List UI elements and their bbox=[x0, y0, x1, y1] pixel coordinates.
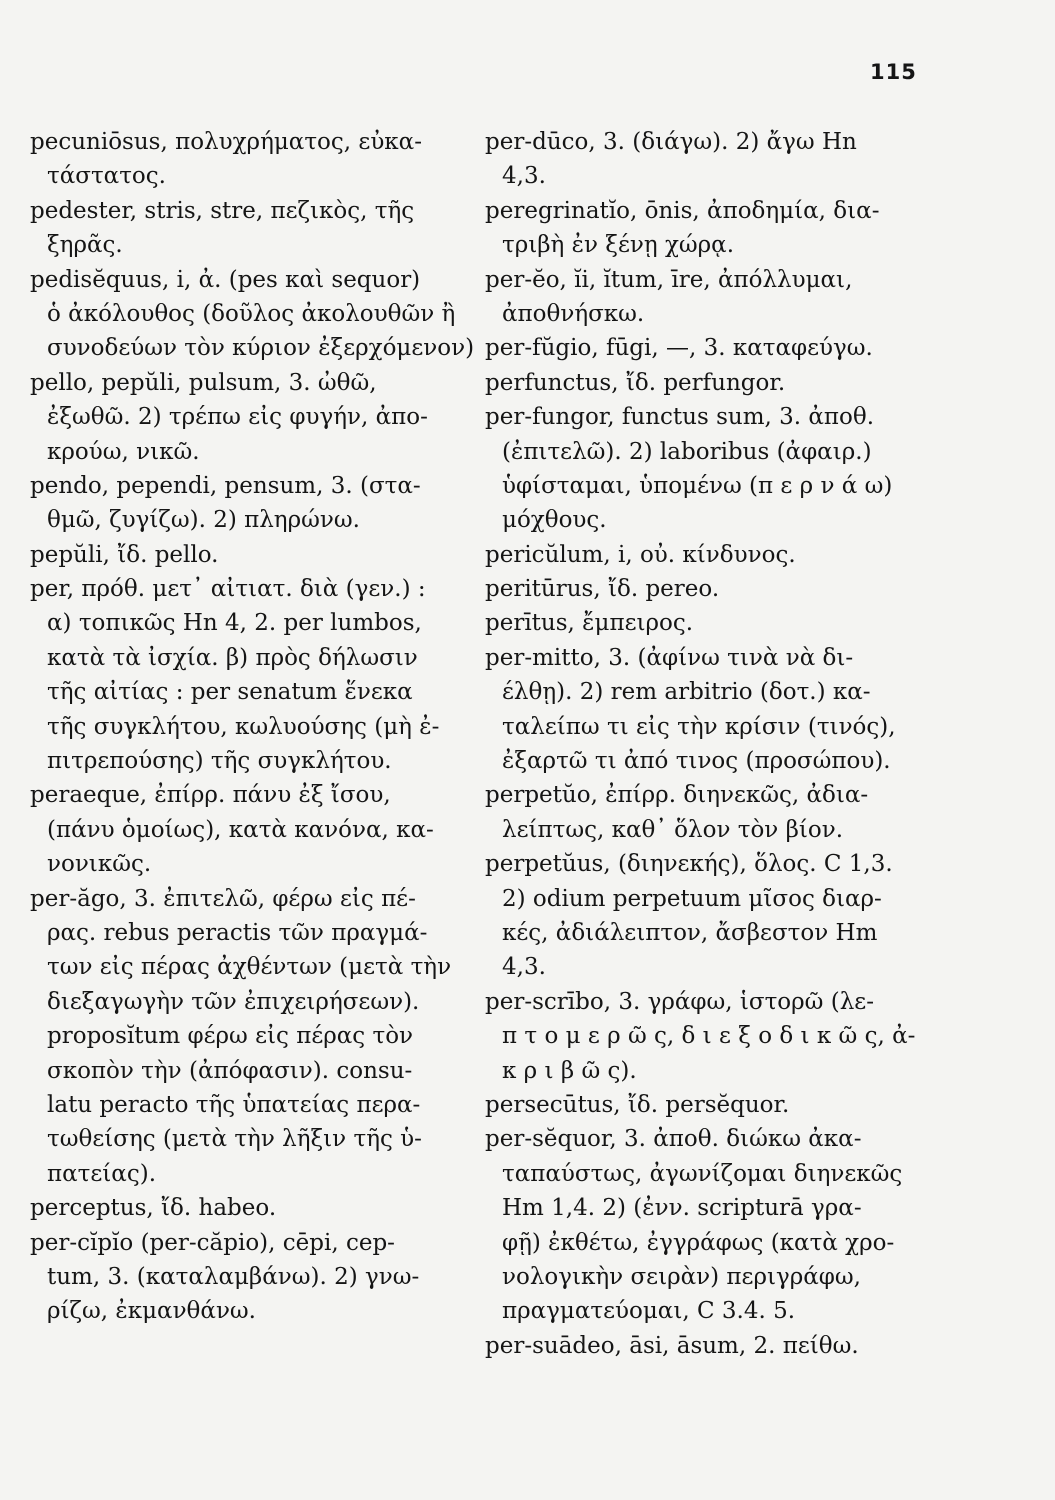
dictionary-line: pello, pepŭli, pulsum, 3. ὠθῶ, bbox=[30, 369, 377, 396]
dictionary-line: τῆς αἰτίας : per senatum ἕνεκα bbox=[47, 679, 413, 706]
dictionary-line: Hm 1,4. 2) (ἐνν. scripturā γρα- bbox=[502, 1195, 862, 1222]
dictionary-line: ὑφίσταμαι, ὑπομένω (π ε ρ ν ά ω) bbox=[502, 472, 893, 499]
dictionary-line: per, πρόθ. μετ᾽ αἰτιατ. διὰ (γεν.) : bbox=[30, 576, 426, 603]
dictionary-line: per-fŭgio, fūgi, —, 3. καταφεύγω. bbox=[485, 335, 873, 362]
dictionary-line: πιτρεπούσης) τῆς συγκλήτου. bbox=[47, 748, 392, 775]
dictionary-line: κατὰ τὰ ἰσχία. β) πρὸς δήλωσιν bbox=[47, 644, 418, 671]
dictionary-line: per-fungor, functus sum, 3. ἀποθ. bbox=[485, 404, 875, 431]
dictionary-line: ρας. rebus peractis τῶν πραγμά- bbox=[47, 919, 428, 946]
dictionary-line: τριβὴ ἐν ξένῃ χώρᾳ. bbox=[502, 232, 734, 259]
dictionary-line: perpetŭo, ἐπίρρ. διηνεκῶς, ἀδια- bbox=[485, 782, 869, 809]
dictionary-line: ρίζω, ἐκμανθάνω. bbox=[47, 1298, 256, 1325]
page-number: 115 bbox=[870, 60, 917, 84]
dictionary-line: των εἰς πέρας ἀχθέντων (μετὰ τὴν bbox=[47, 954, 452, 981]
dictionary-line: peritūrus, ἴδ. pereo. bbox=[485, 576, 720, 603]
dictionary-line: per-mitto, 3. (ἀφίνω τινὰ νὰ δι- bbox=[485, 644, 854, 671]
dictionary-line: ὁ ἀκόλουθος (δοῦλος ἀκολουθῶν ἢ bbox=[47, 300, 456, 327]
dictionary-line: λείπτως, καθ᾽ ὅλον τὸν βίον. bbox=[502, 816, 844, 843]
dictionary-line: διεξαγωγὴν τῶν ἐπιχειρήσεων). bbox=[47, 988, 420, 1015]
dictionary-line: σκοπὸν τὴν (ἀπόφασιν). consu- bbox=[47, 1057, 413, 1084]
dictionary-line: pendo, pependi, pensum, 3. (στα- bbox=[30, 472, 421, 499]
dictionary-line: perītus, ἔμπειρος. bbox=[485, 610, 694, 637]
dictionary-line: perfunctus, ἴδ. perfungor. bbox=[485, 369, 786, 396]
dictionary-line: peregrinatĭo, ōnis, ἀποδημία, δια- bbox=[485, 197, 880, 224]
dictionary-line: κρούω, νικῶ. bbox=[47, 438, 200, 465]
dictionary-line: per-dūco, 3. (διάγω). 2) ἄγω Hn bbox=[485, 129, 857, 155]
dictionary-line: proposĭtum φέρω εἰς πέρας τὸν bbox=[47, 1023, 414, 1050]
dictionary-line: ἀποθνήσκω. bbox=[502, 300, 645, 327]
dictionary-line: per-cĭpĭo (per-căpio), cēpi, cep- bbox=[30, 1229, 395, 1256]
dictionary-line: 4,3. bbox=[502, 954, 546, 981]
dictionary-line: μόχθους. bbox=[502, 507, 607, 534]
dictionary-line: πατείας). bbox=[47, 1160, 157, 1187]
dictionary-line: ταλείπω τι εἰς τὴν κρίσιν (τινός), bbox=[502, 713, 896, 740]
dictionary-line: pericŭlum, i, οὐ. κίνδυνος. bbox=[485, 541, 796, 568]
dictionary-line: ἐξαρτῶ τι ἀπό τινος (προσώπου). bbox=[502, 748, 891, 775]
dictionary-line: ἐξωθῶ. 2) τρέπω εἰς φυγήν, ἀπο- bbox=[47, 404, 428, 431]
dictionary-line: φῇ) ἐκθέτω, ἐγγράφως (κατὰ χρο- bbox=[502, 1229, 895, 1256]
dictionary-line: νολογικὴν σειρὰν) περιγράφω, bbox=[502, 1263, 861, 1290]
dictionary-line: (ἐπιτελῶ). 2) laboribus (ἀφαιρ.) bbox=[502, 438, 872, 465]
dictionary-line: per-ăgo, 3. ἐπιτελῶ, φέρω εἰς πέ- bbox=[30, 885, 416, 912]
dictionary-line: perceptus, ἴδ. habeo. bbox=[30, 1195, 277, 1222]
dictionary-line: π τ ο μ ε ρ ῶ ς, δ ι ε ξ ο δ ι κ ῶ ς, ἀ- bbox=[502, 1023, 916, 1050]
dictionary-line: latu peracto τῆς ὑπατείας περα- bbox=[47, 1091, 421, 1118]
dictionary-line: pedisĕquus, i, ἀ. (pes καὶ sequor) bbox=[30, 266, 421, 293]
dictionary-line: pecuniōsus, πολυχρήματος, εὐκα- bbox=[30, 129, 422, 155]
dictionary-line: 2) odium perpetuum μῖσος διαρ- bbox=[502, 885, 882, 912]
dictionary-line: α) τοπικῶς Hn 4, 2. per lumbos, bbox=[47, 610, 422, 637]
dictionary-line: per-sĕquor, 3. ἀποθ. διώκω ἀκα- bbox=[485, 1126, 862, 1153]
dictionary-line: έλθῃ). 2) rem arbitrio (δοτ.) κα- bbox=[502, 679, 871, 706]
dictionary-line: νονικῶς. bbox=[47, 851, 152, 878]
dictionary-line: κές, ἀδιάλειπτον, ἄσβεστον Hm bbox=[502, 919, 878, 946]
dictionary-line: ξηρᾶς. bbox=[47, 232, 123, 259]
dictionary-line: peraeque, ἐπίρρ. πάνυ ἐξ ἴσου, bbox=[30, 782, 391, 809]
right-column bbox=[485, 125, 940, 1363]
dictionary-line: συνοδεύων τὸν κύριον ἐξερχόμενον) bbox=[47, 335, 475, 362]
dictionary-line: pedester, stris, stre, πεζικὸς, τῆς bbox=[30, 197, 415, 224]
dictionary-line: 4,3. bbox=[502, 163, 546, 190]
dictionary-line: perpetŭus, (διηνεκής), ὅλος. C 1,3. bbox=[485, 851, 893, 878]
dictionary-line: πραγματεύομαι, C 3.4. 5. bbox=[502, 1298, 796, 1325]
dictionary-line: τωθείσης (μετὰ τὴν λῆξιν τῆς ὑ- bbox=[47, 1126, 422, 1153]
dictionary-line: κ ρ ι β ῶ ς). bbox=[502, 1057, 637, 1084]
dictionary-line: tum, 3. (καταλαμβάνω). 2) γνω- bbox=[47, 1263, 420, 1290]
dictionary-line: per-scrībo, 3. γράφω, ἱστορῶ (λε- bbox=[485, 988, 874, 1015]
dictionary-line: (πάνυ ὁμοίως), κατὰ κανόνα, κα- bbox=[47, 816, 434, 843]
dictionary-line: ταπαύστως, ἀγωνίζομαι διηνεκῶς bbox=[502, 1160, 903, 1187]
dictionary-line: τάστατος. bbox=[47, 163, 166, 190]
dictionary-line: τῆς συγκλήτου, κωλυούσης (μὴ ἐ- bbox=[47, 713, 440, 740]
dictionary-line: per-ĕo, ĭi, ĭtum, īre, ἀπόλλυμαι, bbox=[485, 266, 853, 293]
dictionary-line: persecūtus, ἴδ. persĕquor. bbox=[485, 1091, 790, 1118]
left-column bbox=[30, 125, 480, 1329]
dictionary-line: per-suādeo, āsi, āsum, 2. πείθω. bbox=[485, 1332, 859, 1359]
dictionary-line: pepŭli, ἴδ. pello. bbox=[30, 541, 219, 568]
dictionary-line: θμῶ, ζυγίζω). 2) πληρώνω. bbox=[47, 507, 360, 534]
